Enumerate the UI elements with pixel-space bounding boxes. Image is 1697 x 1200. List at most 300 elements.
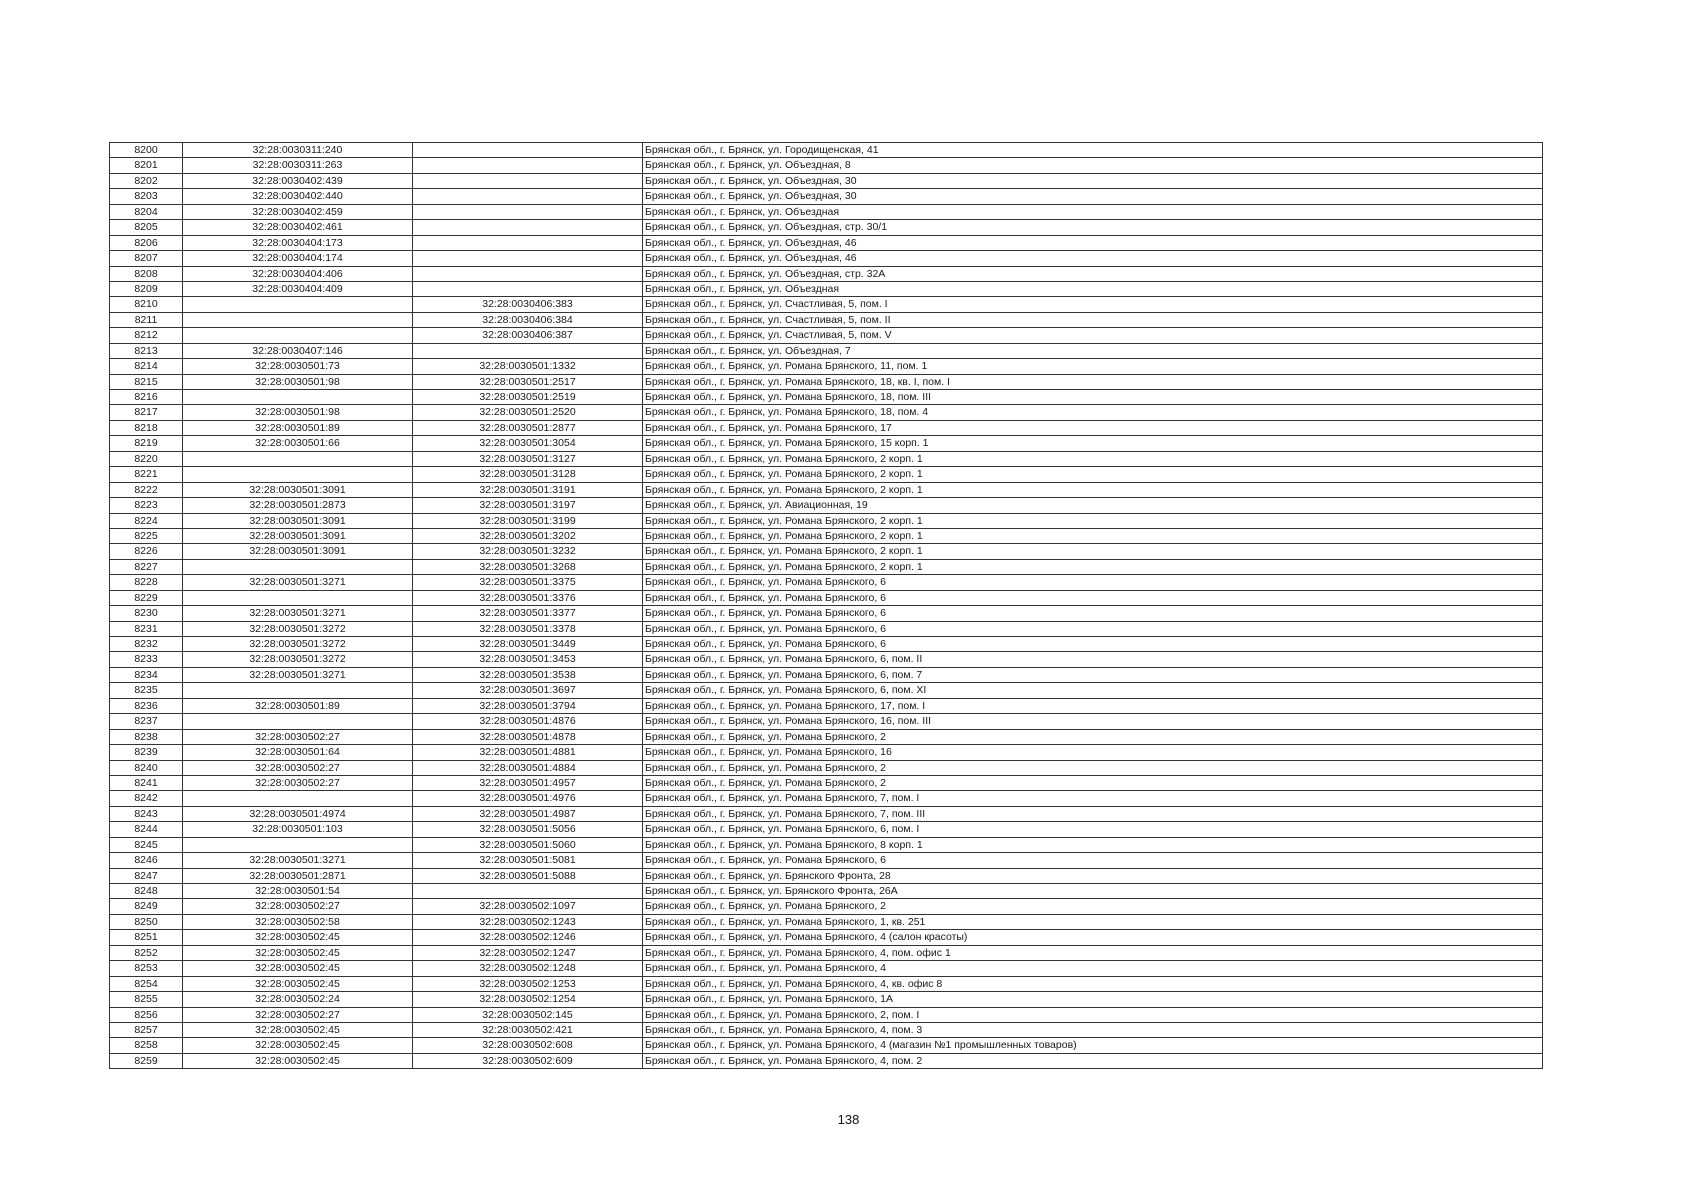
object-cadastral-number-cell: 32:28:0030502:1254 xyxy=(413,992,643,1007)
land-cadastral-number-cell: 32:28:0030402:459 xyxy=(183,204,413,219)
table-row xyxy=(110,714,1543,729)
object-cadastral-number-cell: 32:28:0030406:387 xyxy=(413,328,643,343)
row-number-cell: 8232 xyxy=(110,637,183,652)
land-cadastral-number-cell: 32:28:0030311:263 xyxy=(183,158,413,173)
row-number-cell: 8259 xyxy=(110,1053,183,1068)
row-number-cell: 8219 xyxy=(110,436,183,451)
land-cadastral-number-cell: 32:28:0030501:3271 xyxy=(183,853,413,868)
land-cadastral-number-cell: 32:28:0030501:3272 xyxy=(183,621,413,636)
row-number-cell: 8218 xyxy=(110,420,183,435)
land-cadastral-number-cell: 32:28:0030501:89 xyxy=(183,420,413,435)
table-row xyxy=(110,436,1543,451)
object-cadastral-number-cell xyxy=(413,158,643,173)
address-cell: Брянская обл., г. Брянск, ул. Романа Брянского, 17 xyxy=(643,420,1543,435)
address-cell: Брянская обл., г. Брянск, ул. Объездная xyxy=(643,204,1543,219)
object-cadastral-number-cell: 32:28:0030501:1332 xyxy=(413,359,643,374)
object-cadastral-number-cell: 32:28:0030502:1243 xyxy=(413,914,643,929)
land-cadastral-number-cell xyxy=(183,590,413,605)
row-number-cell: 8221 xyxy=(110,467,183,482)
table-row xyxy=(110,559,1543,574)
address-cell: Брянская обл., г. Брянск, ул. Романа Брянского, 2 xyxy=(643,899,1543,914)
land-cadastral-number-cell: 32:28:0030501:73 xyxy=(183,359,413,374)
land-cadastral-number-cell: 32:28:0030404:173 xyxy=(183,235,413,250)
land-cadastral-number-cell: 32:28:0030501:3272 xyxy=(183,637,413,652)
address-cell: Брянская обл., г. Брянск, ул. Романа Брянского, 2 корп. 1 xyxy=(643,513,1543,528)
address-cell: Брянская обл., г. Брянск, ул. Романа Брянского, 6, пом. II xyxy=(643,652,1543,667)
table-row xyxy=(110,683,1543,698)
row-number-cell: 8238 xyxy=(110,729,183,744)
row-number-cell: 8248 xyxy=(110,884,183,899)
land-cadastral-number-cell xyxy=(183,328,413,343)
object-cadastral-number-cell xyxy=(413,884,643,899)
row-number-cell: 8235 xyxy=(110,683,183,698)
object-cadastral-number-cell: 32:28:0030501:5056 xyxy=(413,822,643,837)
object-cadastral-number-cell: 32:28:0030502:1253 xyxy=(413,976,643,991)
object-cadastral-number-cell xyxy=(413,189,643,204)
table-row xyxy=(110,914,1543,929)
address-cell: Брянская обл., г. Брянск, ул. Романа Брянского, 16 xyxy=(643,745,1543,760)
page-number: 138 xyxy=(837,1112,860,1127)
land-cadastral-number-cell: 32:28:0030402:440 xyxy=(183,189,413,204)
address-cell: Брянская обл., г. Брянск, ул. Объездная, 46 xyxy=(643,235,1543,250)
table-row xyxy=(110,251,1543,266)
address-cell: Брянская обл., г. Брянск, ул. Романа Брянского, 4, пом. 3 xyxy=(643,1022,1543,1037)
land-cadastral-number-cell xyxy=(183,683,413,698)
land-cadastral-number-cell: 32:28:0030501:3271 xyxy=(183,667,413,682)
address-cell: Брянская обл., г. Брянск, ул. Романа Брянского, 6, пом. 7 xyxy=(643,667,1543,682)
row-number-cell: 8240 xyxy=(110,760,183,775)
address-cell: Брянская обл., г. Брянск, ул. Романа Брянского, 2 корп. 1 xyxy=(643,482,1543,497)
table-row xyxy=(110,575,1543,590)
object-cadastral-number-cell xyxy=(413,235,643,250)
object-cadastral-number-cell: 32:28:0030502:609 xyxy=(413,1053,643,1068)
object-cadastral-number-cell: 32:28:0030502:608 xyxy=(413,1038,643,1053)
table-row xyxy=(110,590,1543,605)
table-row xyxy=(110,266,1543,281)
object-cadastral-number-cell: 32:28:0030501:3375 xyxy=(413,575,643,590)
row-number-cell: 8234 xyxy=(110,667,183,682)
land-cadastral-number-cell xyxy=(183,714,413,729)
table-row xyxy=(110,698,1543,713)
table-row xyxy=(110,637,1543,652)
land-cadastral-number-cell: 32:28:0030407:146 xyxy=(183,343,413,358)
table-row xyxy=(110,467,1543,482)
land-cadastral-number-cell: 32:28:0030501:3272 xyxy=(183,652,413,667)
object-cadastral-number-cell: 32:28:0030501:3127 xyxy=(413,451,643,466)
land-cadastral-number-cell: 32:28:0030502:45 xyxy=(183,1038,413,1053)
address-cell: Брянская обл., г. Брянск, ул. Авиационная, 19 xyxy=(643,498,1543,513)
table-row xyxy=(110,1022,1543,1037)
row-number-cell: 8246 xyxy=(110,853,183,868)
object-cadastral-number-cell: 32:28:0030501:2517 xyxy=(413,374,643,389)
address-cell: Брянская обл., г. Брянск, ул. Брянского Фронта, 28 xyxy=(643,868,1543,883)
address-cell: Брянская обл., г. Брянск, ул. Романа Брянского, 2 xyxy=(643,760,1543,775)
row-number-cell: 8228 xyxy=(110,575,183,590)
object-cadastral-number-cell xyxy=(413,281,643,296)
object-cadastral-number-cell: 32:28:0030501:4884 xyxy=(413,760,643,775)
land-cadastral-number-cell: 32:28:0030502:45 xyxy=(183,945,413,960)
row-number-cell: 8204 xyxy=(110,204,183,219)
table-row xyxy=(110,775,1543,790)
land-cadastral-number-cell: 32:28:0030501:3091 xyxy=(183,513,413,528)
address-cell: Брянская обл., г. Брянск, ул. Романа Брянского, 4, кв. офис 8 xyxy=(643,976,1543,991)
table-row xyxy=(110,652,1543,667)
object-cadastral-number-cell: 32:28:0030501:5088 xyxy=(413,868,643,883)
row-number-cell: 8236 xyxy=(110,698,183,713)
table-row xyxy=(110,1007,1543,1022)
address-cell: Брянская обл., г. Брянск, ул. Романа Брянского, 4, пом. 2 xyxy=(643,1053,1543,1068)
row-number-cell: 8239 xyxy=(110,745,183,760)
row-number-cell: 8252 xyxy=(110,945,183,960)
table-row xyxy=(110,143,1543,158)
object-cadastral-number-cell: 32:28:0030501:3376 xyxy=(413,590,643,605)
row-number-cell: 8254 xyxy=(110,976,183,991)
row-number-cell: 8245 xyxy=(110,837,183,852)
object-cadastral-number-cell: 32:28:0030501:3202 xyxy=(413,528,643,543)
object-cadastral-number-cell: 32:28:0030501:3378 xyxy=(413,621,643,636)
row-number-cell: 8214 xyxy=(110,359,183,374)
object-cadastral-number-cell: 32:28:0030501:5060 xyxy=(413,837,643,852)
address-cell: Брянская обл., г. Брянск, ул. Романа Брянского, 6 xyxy=(643,575,1543,590)
row-number-cell: 8202 xyxy=(110,173,183,188)
table-row xyxy=(110,1053,1543,1068)
row-number-cell: 8210 xyxy=(110,297,183,312)
land-cadastral-number-cell: 32:28:0030501:64 xyxy=(183,745,413,760)
land-cadastral-number-cell: 32:28:0030502:27 xyxy=(183,1007,413,1022)
object-cadastral-number-cell: 32:28:0030501:2519 xyxy=(413,390,643,405)
object-cadastral-number-cell xyxy=(413,173,643,188)
land-cadastral-number-cell xyxy=(183,559,413,574)
object-cadastral-number-cell: 32:28:0030501:2877 xyxy=(413,420,643,435)
row-number-cell: 8213 xyxy=(110,343,183,358)
row-number-cell: 8253 xyxy=(110,961,183,976)
address-cell: Брянская обл., г. Брянск, ул. Романа Брянского, 7, пом. I xyxy=(643,791,1543,806)
address-cell: Брянская обл., г. Брянск, ул. Счастливая, 5, пом. V xyxy=(643,328,1543,343)
table-row xyxy=(110,853,1543,868)
table-row xyxy=(110,930,1543,945)
row-number-cell: 8200 xyxy=(110,143,183,158)
object-cadastral-number-cell: 32:28:0030502:1097 xyxy=(413,899,643,914)
object-cadastral-number-cell xyxy=(413,343,643,358)
table-row xyxy=(110,513,1543,528)
row-number-cell: 8243 xyxy=(110,806,183,821)
land-cadastral-number-cell xyxy=(183,791,413,806)
object-cadastral-number-cell: 32:28:0030501:4976 xyxy=(413,791,643,806)
table-row xyxy=(110,204,1543,219)
table-row xyxy=(110,420,1543,435)
address-cell: Брянская обл., г. Брянск, ул. Романа Брянского, 6 xyxy=(643,853,1543,868)
row-number-cell: 8229 xyxy=(110,590,183,605)
address-cell: Брянская обл., г. Брянск, ул. Романа Брянского, 18, кв. I, пом. I xyxy=(643,374,1543,389)
land-cadastral-number-cell: 32:28:0030404:406 xyxy=(183,266,413,281)
address-cell: Брянская обл., г. Брянск, ул. Романа Брянского, 11, пом. 1 xyxy=(643,359,1543,374)
table-row xyxy=(110,173,1543,188)
table-row xyxy=(110,297,1543,312)
land-cadastral-number-cell: 32:28:0030501:103 xyxy=(183,822,413,837)
object-cadastral-number-cell: 32:28:0030502:421 xyxy=(413,1022,643,1037)
object-cadastral-number-cell: 32:28:0030501:3377 xyxy=(413,606,643,621)
address-cell: Брянская обл., г. Брянск, ул. Брянского Фронта, 26А xyxy=(643,884,1543,899)
object-cadastral-number-cell: 32:28:0030501:3197 xyxy=(413,498,643,513)
address-cell: Брянская обл., г. Брянск, ул. Романа Брянского, 15 корп. 1 xyxy=(643,436,1543,451)
object-cadastral-number-cell: 32:28:0030501:3232 xyxy=(413,544,643,559)
table-row xyxy=(110,498,1543,513)
table-row xyxy=(110,729,1543,744)
land-cadastral-number-cell: 32:28:0030501:3091 xyxy=(183,544,413,559)
object-cadastral-number-cell: 32:28:0030501:4876 xyxy=(413,714,643,729)
address-cell: Брянская обл., г. Брянск, ул. Счастливая, 5, пом. I xyxy=(643,297,1543,312)
row-number-cell: 8237 xyxy=(110,714,183,729)
table-row xyxy=(110,806,1543,821)
object-cadastral-number-cell: 32:28:0030501:3268 xyxy=(413,559,643,574)
table-row xyxy=(110,220,1543,235)
table-row xyxy=(110,760,1543,775)
address-cell: Брянская обл., г. Брянск, ул. Романа Брянского, 2 корп. 1 xyxy=(643,559,1543,574)
land-cadastral-number-cell: 32:28:0030501:98 xyxy=(183,374,413,389)
row-number-cell: 8217 xyxy=(110,405,183,420)
object-cadastral-number-cell: 32:28:0030501:4881 xyxy=(413,745,643,760)
object-cadastral-number-cell xyxy=(413,266,643,281)
address-cell: Брянская обл., г. Брянск, ул. Романа Брянского, 4, пом. офис 1 xyxy=(643,945,1543,960)
land-cadastral-number-cell: 32:28:0030501:3091 xyxy=(183,528,413,543)
object-cadastral-number-cell: 32:28:0030501:4878 xyxy=(413,729,643,744)
address-cell: Брянская обл., г. Брянск, ул. Романа Брянского, 8 корп. 1 xyxy=(643,837,1543,852)
object-cadastral-number-cell: 32:28:0030501:3054 xyxy=(413,436,643,451)
land-cadastral-number-cell xyxy=(183,467,413,482)
row-number-cell: 8230 xyxy=(110,606,183,621)
address-cell: Брянская обл., г. Брянск, ул. Романа Брянского, 1А xyxy=(643,992,1543,1007)
land-cadastral-number-cell: 32:28:0030501:3091 xyxy=(183,482,413,497)
table-row xyxy=(110,281,1543,296)
land-cadastral-number-cell xyxy=(183,312,413,327)
land-cadastral-number-cell: 32:28:0030501:2871 xyxy=(183,868,413,883)
table-row xyxy=(110,621,1543,636)
row-number-cell: 8205 xyxy=(110,220,183,235)
address-cell: Брянская обл., г. Брянск, ул. Романа Брянского, 18, пом. 4 xyxy=(643,405,1543,420)
land-cadastral-number-cell: 32:28:0030501:4974 xyxy=(183,806,413,821)
land-cadastral-number-cell xyxy=(183,297,413,312)
table-row xyxy=(110,606,1543,621)
address-cell: Брянская обл., г. Брянск, ул. Романа Брянского, 6, пом. XI xyxy=(643,683,1543,698)
address-cell: Брянская обл., г. Брянск, ул. Романа Брянского, 2, пом. I xyxy=(643,1007,1543,1022)
address-cell: Брянская обл., г. Брянск, ул. Романа Брянского, 17, пом. I xyxy=(643,698,1543,713)
row-number-cell: 8211 xyxy=(110,312,183,327)
land-cadastral-number-cell: 32:28:0030402:439 xyxy=(183,173,413,188)
row-number-cell: 8256 xyxy=(110,1007,183,1022)
object-cadastral-number-cell: 32:28:0030501:3191 xyxy=(413,482,643,497)
row-number-cell: 8220 xyxy=(110,451,183,466)
row-number-cell: 8233 xyxy=(110,652,183,667)
object-cadastral-number-cell xyxy=(413,220,643,235)
land-cadastral-number-cell: 32:28:0030501:89 xyxy=(183,698,413,713)
object-cadastral-number-cell xyxy=(413,143,643,158)
land-cadastral-number-cell xyxy=(183,390,413,405)
table-row xyxy=(110,992,1543,1007)
table-row xyxy=(110,312,1543,327)
table-row xyxy=(110,451,1543,466)
address-cell: Брянская обл., г. Брянск, ул. Романа Брянского, 2 xyxy=(643,729,1543,744)
address-cell: Брянская обл., г. Брянск, ул. Романа Брянского, 4 (магазин №1 промышленных товаров) xyxy=(643,1038,1543,1053)
object-cadastral-number-cell xyxy=(413,251,643,266)
table-row xyxy=(110,482,1543,497)
address-cell: Брянская обл., г. Брянск, ул. Романа Брянского, 1, кв. 251 xyxy=(643,914,1543,929)
address-cell: Брянская обл., г. Брянск, ул. Объездная, 46 xyxy=(643,251,1543,266)
address-cell: Брянская обл., г. Брянск, ул. Романа Брянского, 2 xyxy=(643,775,1543,790)
land-cadastral-number-cell: 32:28:0030404:409 xyxy=(183,281,413,296)
table-row xyxy=(110,945,1543,960)
row-number-cell: 8225 xyxy=(110,528,183,543)
object-cadastral-number-cell: 32:28:0030501:4957 xyxy=(413,775,643,790)
address-cell: Брянская обл., г. Брянск, ул. Объездная, стр. 32А xyxy=(643,266,1543,281)
row-number-cell: 8212 xyxy=(110,328,183,343)
land-cadastral-number-cell: 32:28:0030501:98 xyxy=(183,405,413,420)
address-cell: Брянская обл., г. Брянск, ул. Романа Брянского, 2 корп. 1 xyxy=(643,528,1543,543)
object-cadastral-number-cell: 32:28:0030502:145 xyxy=(413,1007,643,1022)
row-number-cell: 8201 xyxy=(110,158,183,173)
table-row xyxy=(110,837,1543,852)
row-number-cell: 8241 xyxy=(110,775,183,790)
table-row xyxy=(110,961,1543,976)
object-cadastral-number-cell: 32:28:0030501:3538 xyxy=(413,667,643,682)
address-cell: Брянская обл., г. Брянск, ул. Романа Брянского, 16, пом. III xyxy=(643,714,1543,729)
table-row xyxy=(110,235,1543,250)
address-cell: Брянская обл., г. Брянск, ул. Романа Брянского, 4 (салон красоты) xyxy=(643,930,1543,945)
table-row xyxy=(110,158,1543,173)
row-number-cell: 8203 xyxy=(110,189,183,204)
address-cell: Брянская обл., г. Брянск, ул. Романа Брянского, 6 xyxy=(643,590,1543,605)
table-body xyxy=(110,143,1543,1069)
row-number-cell: 8255 xyxy=(110,992,183,1007)
table-row xyxy=(110,868,1543,883)
object-cadastral-number-cell: 32:28:0030502:1246 xyxy=(413,930,643,945)
row-number-cell: 8231 xyxy=(110,621,183,636)
object-cadastral-number-cell: 32:28:0030501:3449 xyxy=(413,637,643,652)
address-cell: Брянская обл., г. Брянск, ул. Объездная, 30 xyxy=(643,189,1543,204)
land-cadastral-number-cell: 32:28:0030502:24 xyxy=(183,992,413,1007)
land-cadastral-number-cell xyxy=(183,837,413,852)
object-cadastral-number-cell xyxy=(413,204,643,219)
land-cadastral-number-cell: 32:28:0030502:27 xyxy=(183,760,413,775)
table-row xyxy=(110,343,1543,358)
object-cadastral-number-cell: 32:28:0030406:383 xyxy=(413,297,643,312)
land-cadastral-number-cell: 32:28:0030502:27 xyxy=(183,899,413,914)
row-number-cell: 8249 xyxy=(110,899,183,914)
land-cadastral-number-cell: 32:28:0030502:45 xyxy=(183,930,413,945)
land-cadastral-number-cell: 32:28:0030502:27 xyxy=(183,729,413,744)
land-cadastral-number-cell: 32:28:0030402:461 xyxy=(183,220,413,235)
land-cadastral-number-cell: 32:28:0030502:27 xyxy=(183,775,413,790)
address-cell: Брянская обл., г. Брянск, ул. Романа Брянского, 6 xyxy=(643,621,1543,636)
table-row xyxy=(110,544,1543,559)
address-cell: Брянская обл., г. Брянск, ул. Романа Брянского, 18, пом. III xyxy=(643,390,1543,405)
address-cell: Брянская обл., г. Брянск, ул. Романа Брянского, 6, пом. I xyxy=(643,822,1543,837)
table-row xyxy=(110,189,1543,204)
land-cadastral-number-cell xyxy=(183,451,413,466)
row-number-cell: 8207 xyxy=(110,251,183,266)
land-cadastral-number-cell: 32:28:0030501:66 xyxy=(183,436,413,451)
table-row xyxy=(110,884,1543,899)
object-cadastral-number-cell: 32:28:0030502:1247 xyxy=(413,945,643,960)
row-number-cell: 8242 xyxy=(110,791,183,806)
land-cadastral-number-cell: 32:28:0030502:45 xyxy=(183,976,413,991)
land-cadastral-number-cell: 32:28:0030311:240 xyxy=(183,143,413,158)
address-cell: Брянская обл., г. Брянск, ул. Романа Брянского, 7, пом. III xyxy=(643,806,1543,821)
land-cadastral-number-cell: 32:28:0030501:3271 xyxy=(183,606,413,621)
table-row xyxy=(110,528,1543,543)
table-row xyxy=(110,390,1543,405)
row-number-cell: 8247 xyxy=(110,868,183,883)
object-cadastral-number-cell: 32:28:0030406:384 xyxy=(413,312,643,327)
table-row xyxy=(110,791,1543,806)
address-cell: Брянская обл., г. Брянск, ул. Романа Брянского, 2 корп. 1 xyxy=(643,467,1543,482)
object-cadastral-number-cell: 32:28:0030501:3199 xyxy=(413,513,643,528)
property-registry-table xyxy=(109,142,1543,1069)
land-cadastral-number-cell: 32:28:0030502:45 xyxy=(183,1053,413,1068)
table-row xyxy=(110,328,1543,343)
table-row xyxy=(110,976,1543,991)
address-cell: Брянская обл., г. Брянск, ул. Счастливая, 5, пом. II xyxy=(643,312,1543,327)
land-cadastral-number-cell: 32:28:0030502:58 xyxy=(183,914,413,929)
table-row xyxy=(110,374,1543,389)
object-cadastral-number-cell: 32:28:0030501:3128 xyxy=(413,467,643,482)
address-cell: Брянская обл., г. Брянск, ул. Романа Брянского, 6 xyxy=(643,606,1543,621)
land-cadastral-number-cell: 32:28:0030502:45 xyxy=(183,961,413,976)
table-row xyxy=(110,1038,1543,1053)
row-number-cell: 8251 xyxy=(110,930,183,945)
row-number-cell: 8224 xyxy=(110,513,183,528)
table-row xyxy=(110,405,1543,420)
address-cell: Брянская обл., г. Брянск, ул. Романа Брянского, 4 xyxy=(643,961,1543,976)
row-number-cell: 8258 xyxy=(110,1038,183,1053)
row-number-cell: 8206 xyxy=(110,235,183,250)
address-cell: Брянская обл., г. Брянск, ул. Городищенская, 41 xyxy=(643,143,1543,158)
address-cell: Брянская обл., г. Брянск, ул. Романа Брянского, 2 корп. 1 xyxy=(643,544,1543,559)
row-number-cell: 8226 xyxy=(110,544,183,559)
object-cadastral-number-cell: 32:28:0030501:3453 xyxy=(413,652,643,667)
row-number-cell: 8227 xyxy=(110,559,183,574)
address-cell: Брянская обл., г. Брянск, ул. Объездная xyxy=(643,281,1543,296)
object-cadastral-number-cell: 32:28:0030501:4987 xyxy=(413,806,643,821)
object-cadastral-number-cell: 32:28:0030501:2520 xyxy=(413,405,643,420)
land-cadastral-number-cell: 32:28:0030501:3271 xyxy=(183,575,413,590)
row-number-cell: 8250 xyxy=(110,914,183,929)
row-number-cell: 8215 xyxy=(110,374,183,389)
table-row xyxy=(110,745,1543,760)
table-row xyxy=(110,359,1543,374)
object-cadastral-number-cell: 32:28:0030501:5081 xyxy=(413,853,643,868)
object-cadastral-number-cell: 32:28:0030501:3794 xyxy=(413,698,643,713)
row-number-cell: 8222 xyxy=(110,482,183,497)
address-cell: Брянская обл., г. Брянск, ул. Объездная, 8 xyxy=(643,158,1543,173)
address-cell: Брянская обл., г. Брянск, ул. Объездная, 7 xyxy=(643,343,1543,358)
row-number-cell: 8244 xyxy=(110,822,183,837)
land-cadastral-number-cell: 32:28:0030502:45 xyxy=(183,1022,413,1037)
address-cell: Брянская обл., г. Брянск, ул. Объездная, 30 xyxy=(643,173,1543,188)
land-cadastral-number-cell: 32:28:0030404:174 xyxy=(183,251,413,266)
table-row xyxy=(110,667,1543,682)
address-cell: Брянская обл., г. Брянск, ул. Романа Брянского, 6 xyxy=(643,637,1543,652)
row-number-cell: 8216 xyxy=(110,390,183,405)
object-cadastral-number-cell: 32:28:0030502:1248 xyxy=(413,961,643,976)
land-cadastral-number-cell: 32:28:0030501:2873 xyxy=(183,498,413,513)
table-row xyxy=(110,899,1543,914)
row-number-cell: 8209 xyxy=(110,281,183,296)
table-row xyxy=(110,822,1543,837)
object-cadastral-number-cell: 32:28:0030501:3697 xyxy=(413,683,643,698)
address-cell: Брянская обл., г. Брянск, ул. Объездная, стр. 30/1 xyxy=(643,220,1543,235)
row-number-cell: 8223 xyxy=(110,498,183,513)
address-cell: Брянская обл., г. Брянск, ул. Романа Брянского, 2 корп. 1 xyxy=(643,451,1543,466)
